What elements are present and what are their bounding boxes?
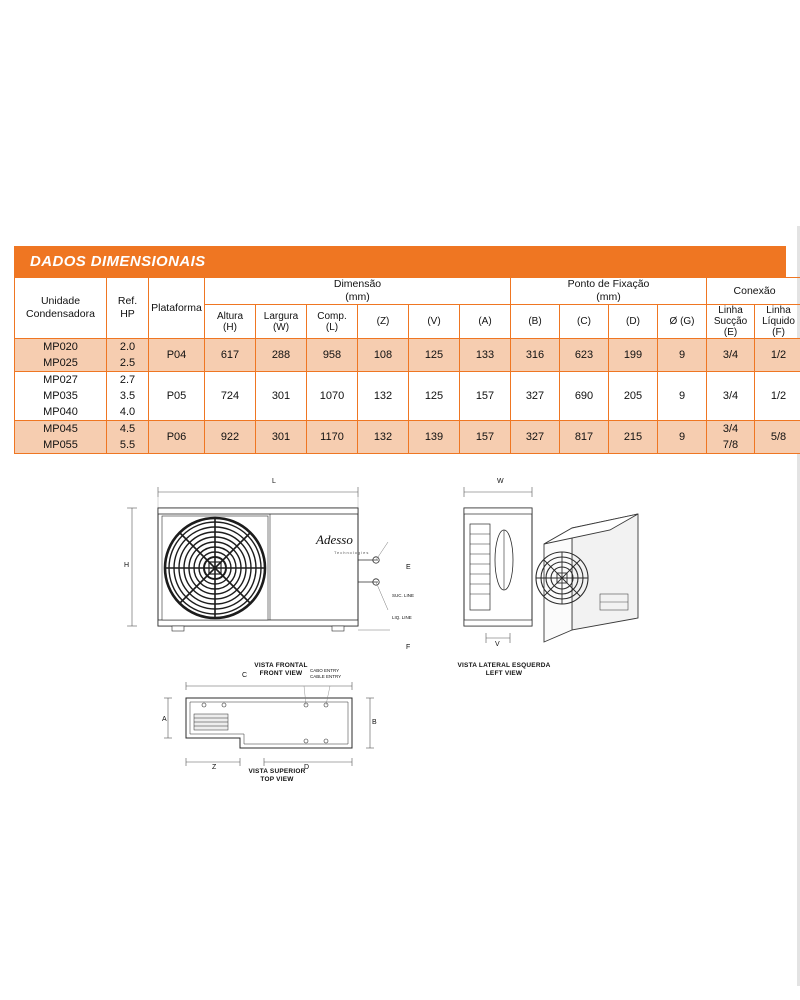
cell-comp: 1170	[307, 421, 358, 454]
header-g: Ø (G)	[658, 305, 707, 339]
table-row	[15, 421, 800, 454]
top-dim-B: B	[372, 719, 377, 726]
header-linha-succao-line3: (E)	[723, 327, 738, 338]
cell-altura: 617	[205, 339, 256, 372]
cell-b: 316	[511, 339, 560, 372]
cell-g: 9	[658, 421, 707, 454]
header-comp-code: (L)	[325, 321, 339, 333]
header-conexao: Conexão	[707, 278, 800, 305]
brand-logo-subtext: Technologies	[334, 550, 370, 555]
cell-comp: 958	[307, 339, 358, 372]
cell-z: 132	[358, 421, 409, 454]
cell-liquido: 1/2	[755, 339, 800, 372]
front-dim-E: E	[406, 564, 411, 571]
cell-altura: 922	[205, 421, 256, 454]
cell-unidade	[15, 372, 107, 421]
header-ref-hp	[107, 278, 149, 339]
cell-b: 327	[511, 421, 560, 454]
cell-liquido: 5/8	[755, 421, 800, 454]
header-linha-succao	[707, 305, 755, 339]
header-unidade-line1: Unidade	[40, 295, 81, 307]
table-row	[15, 372, 800, 421]
table-row	[15, 339, 800, 372]
succao-value: 3/4	[722, 423, 739, 435]
cell-c: 817	[560, 421, 609, 454]
left-view-label-en: LEFT VIEW	[485, 670, 523, 677]
hp-value: 3.5	[119, 390, 136, 402]
cell-g: 9	[658, 372, 707, 421]
unit-value: MP025	[43, 357, 78, 369]
top-dim-D: D	[304, 764, 310, 771]
header-linha-succao-line1: Linha	[718, 305, 743, 316]
cell-ref-hp	[107, 421, 149, 454]
header-unidade	[15, 278, 107, 339]
cell-succao: 3/4	[707, 372, 755, 421]
left-dim-V: V	[495, 641, 500, 648]
cell-a: 157	[460, 372, 511, 421]
cell-altura: 724	[205, 372, 256, 421]
header-largura-code: (W)	[272, 321, 290, 333]
cell-ref-hp	[107, 339, 149, 372]
header-linha-liquido-line2: Líquido	[762, 316, 795, 327]
unit-value: MP020	[43, 341, 78, 353]
header-plataforma: Plataforma	[149, 278, 205, 339]
header-ponto-fixacao-unit: (mm)	[596, 291, 621, 303]
header-v: (V)	[409, 305, 460, 339]
header-linha-succao-line2: Sucção	[713, 316, 748, 327]
cell-a: 157	[460, 421, 511, 454]
front-dim-L: L	[272, 478, 276, 485]
header-comp	[307, 305, 358, 339]
cell-d: 205	[609, 372, 658, 421]
header-ref-line2: HP	[120, 308, 135, 320]
cell-v: 125	[409, 372, 460, 421]
unit-value: MP055	[43, 439, 78, 451]
header-comp-label: Comp.	[317, 310, 347, 322]
header-dimensao-unit: (mm)	[345, 291, 370, 303]
top-note-cable-entry-en: CABLE ENTRY	[310, 674, 342, 679]
front-view-svg	[110, 478, 410, 658]
brand-logo-text: Adesso	[316, 532, 353, 547]
cell-c: 623	[560, 339, 609, 372]
page-title: DADOS DIMENSIONAIS	[14, 246, 786, 277]
hp-value: 4.0	[119, 406, 136, 418]
hp-value: 2.0	[119, 341, 136, 353]
cell-z: 132	[358, 372, 409, 421]
unit-value: MP040	[43, 406, 78, 418]
header-altura-code: (H)	[223, 321, 237, 333]
cell-unidade	[15, 421, 107, 454]
front-view-label-pt: VISTA FRONTAL	[254, 662, 308, 669]
dimensional-data-sheet	[14, 246, 795, 454]
top-note-cable-entry	[310, 668, 341, 680]
hp-value: 5.5	[119, 439, 136, 451]
cell-succao: 3/4	[707, 339, 755, 372]
cell-ref-hp	[107, 372, 149, 421]
cell-d: 199	[609, 339, 658, 372]
technical-drawings	[14, 476, 786, 806]
cell-d: 215	[609, 421, 658, 454]
header-linha-liquido-line3: (F)	[772, 327, 785, 338]
unit-value: MP045	[43, 423, 78, 435]
cell-largura: 301	[256, 421, 307, 454]
left-view-label	[434, 662, 574, 678]
succao-value: 7/8	[722, 439, 739, 451]
front-dim-H: H	[124, 562, 130, 569]
top-view-label	[222, 768, 332, 784]
cell-comp: 1070	[307, 372, 358, 421]
cell-g: 9	[658, 339, 707, 372]
cell-unidade	[15, 339, 107, 372]
header-ponto-fixacao	[511, 278, 707, 305]
top-dim-A: A	[162, 716, 167, 723]
header-linha-liquido-line1: Linha	[766, 305, 791, 316]
front-dim-F: F	[406, 644, 411, 651]
dimensional-data-table	[14, 277, 800, 454]
unit-value: MP035	[43, 390, 78, 402]
cell-plataforma: P04	[149, 339, 205, 372]
left-dim-W: W	[497, 478, 504, 485]
cell-plataforma: P05	[149, 372, 205, 421]
top-view-label-en: TOP VIEW	[260, 776, 294, 783]
left-view-svg	[424, 478, 654, 658]
cell-succao	[707, 421, 755, 454]
cell-plataforma: P06	[149, 421, 205, 454]
top-note-cable-entry-pt: CABO ENTRY	[310, 668, 340, 673]
cell-z: 108	[358, 339, 409, 372]
header-altura-label: Altura	[216, 310, 244, 322]
front-view-label-en: FRONT VIEW	[259, 670, 303, 677]
header-altura	[205, 305, 256, 339]
top-dim-C: C	[242, 672, 248, 679]
unit-value: MP027	[43, 374, 78, 386]
table-header-row-1	[15, 278, 800, 305]
header-z: (Z)	[358, 305, 409, 339]
header-dimensao-label: Dimensão	[333, 278, 382, 290]
front-note-liquid-line: LIQ. LINE	[392, 615, 412, 620]
cell-largura: 288	[256, 339, 307, 372]
cell-largura: 301	[256, 372, 307, 421]
top-view-label-pt: VISTA SUPERIOR	[248, 768, 306, 775]
header-a: (A)	[460, 305, 511, 339]
cell-a: 133	[460, 339, 511, 372]
header-unidade-line2: Condensadora	[26, 308, 95, 320]
header-largura-label: Largura	[263, 310, 299, 322]
header-d: (D)	[609, 305, 658, 339]
header-linha-liquido	[755, 305, 800, 339]
front-note-suction-line: SUC. LINE	[392, 593, 415, 598]
header-b: (B)	[511, 305, 560, 339]
top-dim-Z: Z	[212, 764, 217, 771]
cell-v: 139	[409, 421, 460, 454]
header-ref-line1: Ref.	[117, 295, 138, 307]
hp-value: 2.5	[119, 357, 136, 369]
header-dimensao	[205, 278, 511, 305]
cell-v: 125	[409, 339, 460, 372]
hp-value: 4.5	[119, 423, 136, 435]
header-c: (C)	[560, 305, 609, 339]
left-view-label-pt: VISTA LATERAL ESQUERDA	[457, 662, 551, 669]
header-ponto-fixacao-label: Ponto de Fixação	[567, 278, 650, 290]
cell-b: 327	[511, 372, 560, 421]
header-largura	[256, 305, 307, 339]
hp-value: 2.7	[119, 374, 136, 386]
cell-c: 690	[560, 372, 609, 421]
cell-liquido: 1/2	[755, 372, 800, 421]
